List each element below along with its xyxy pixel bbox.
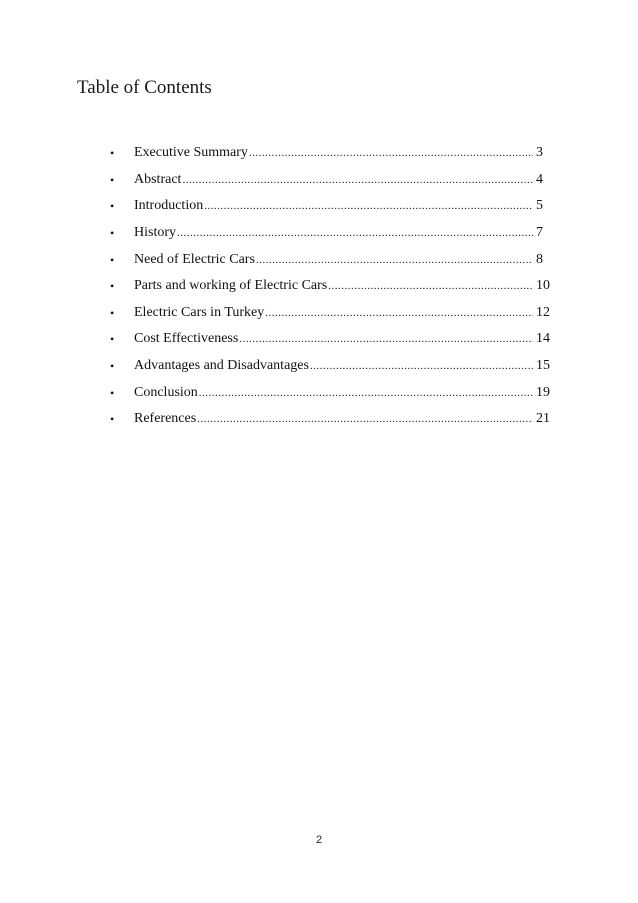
toc-entry-page: 19	[536, 384, 550, 400]
dot-leader	[265, 304, 533, 322]
dot-leader	[197, 410, 533, 428]
dot-leader	[182, 171, 533, 189]
toc-entry[interactable]	[108, 193, 558, 220]
toc-entry-label: Abstract	[134, 171, 182, 187]
bullet-icon: •	[110, 199, 115, 214]
toc-entry[interactable]	[108, 406, 558, 433]
toc-entry-page: 21	[536, 411, 550, 427]
toc-entry[interactable]	[108, 326, 558, 353]
dot-leader	[328, 277, 533, 295]
toc-entry-label: Parts and working of Electric Cars	[134, 278, 328, 294]
toc-entry[interactable]	[108, 167, 558, 194]
toc-entry-line	[134, 144, 558, 162]
toc-entry-page: 12	[536, 304, 550, 320]
toc-entry-page: 10	[536, 278, 550, 294]
toc-entry-label: Executive Summary	[134, 145, 248, 161]
bullet-icon: •	[110, 412, 115, 427]
toc-entry-label: References	[134, 411, 197, 427]
toc-entry-label: Electric Cars in Turkey	[134, 304, 265, 320]
toc-entry[interactable]	[108, 140, 558, 167]
toc-entry-line	[134, 410, 558, 428]
dot-leader	[249, 144, 533, 162]
dot-leader	[256, 251, 533, 269]
toc-entry-line	[134, 304, 558, 322]
toc-entry[interactable]	[108, 246, 558, 273]
toc-entry-page: 5	[536, 198, 543, 214]
dot-leader	[239, 330, 533, 348]
toc-entry[interactable]	[108, 353, 558, 380]
toc-entry-line	[134, 277, 558, 295]
toc-entry-label: Conclusion	[134, 384, 198, 400]
toc-heading: Table of Contents	[77, 77, 212, 98]
toc-entry-label: Cost Effectiveness	[134, 331, 239, 347]
bullet-icon: •	[110, 359, 115, 374]
toc-entry-line	[134, 330, 558, 348]
bullet-icon: •	[110, 332, 115, 347]
dot-leader	[310, 357, 533, 375]
toc-entry-line	[134, 224, 558, 242]
toc-entry-label: Need of Electric Cars	[134, 251, 255, 267]
toc-entry-line	[134, 357, 558, 375]
toc-entry-label: History	[134, 225, 176, 241]
toc-entry-line	[134, 384, 558, 402]
toc-entry-line	[134, 251, 558, 269]
bullet-icon: •	[110, 146, 115, 161]
page-number: 2	[315, 834, 323, 846]
toc-entry[interactable]	[108, 220, 558, 247]
bullet-icon: •	[110, 385, 115, 400]
bullet-icon: •	[110, 305, 115, 320]
toc-entry-label: Advantages and Disadvantages	[134, 358, 309, 374]
toc-entry-page: 3	[536, 145, 543, 161]
dot-leader	[204, 197, 533, 215]
bullet-icon: •	[110, 172, 115, 187]
toc-entry-page: 8	[536, 251, 543, 267]
toc-entry[interactable]	[108, 273, 558, 300]
toc-entry-page: 7	[536, 225, 543, 241]
toc-entry-line	[134, 197, 558, 215]
dot-leader	[177, 224, 533, 242]
toc-entry-page: 15	[536, 358, 550, 374]
bullet-icon: •	[110, 226, 115, 241]
dot-leader	[199, 384, 533, 402]
toc-entry-page: 4	[536, 171, 543, 187]
toc-entry[interactable]	[108, 379, 558, 406]
bullet-icon: •	[110, 252, 115, 267]
bullet-icon: •	[110, 279, 115, 294]
toc-entry[interactable]	[108, 300, 558, 327]
toc-list	[108, 140, 558, 433]
toc-entry-page: 14	[536, 331, 550, 347]
toc-entry-label: Introduction	[134, 198, 204, 214]
toc-entry-line	[134, 171, 558, 189]
